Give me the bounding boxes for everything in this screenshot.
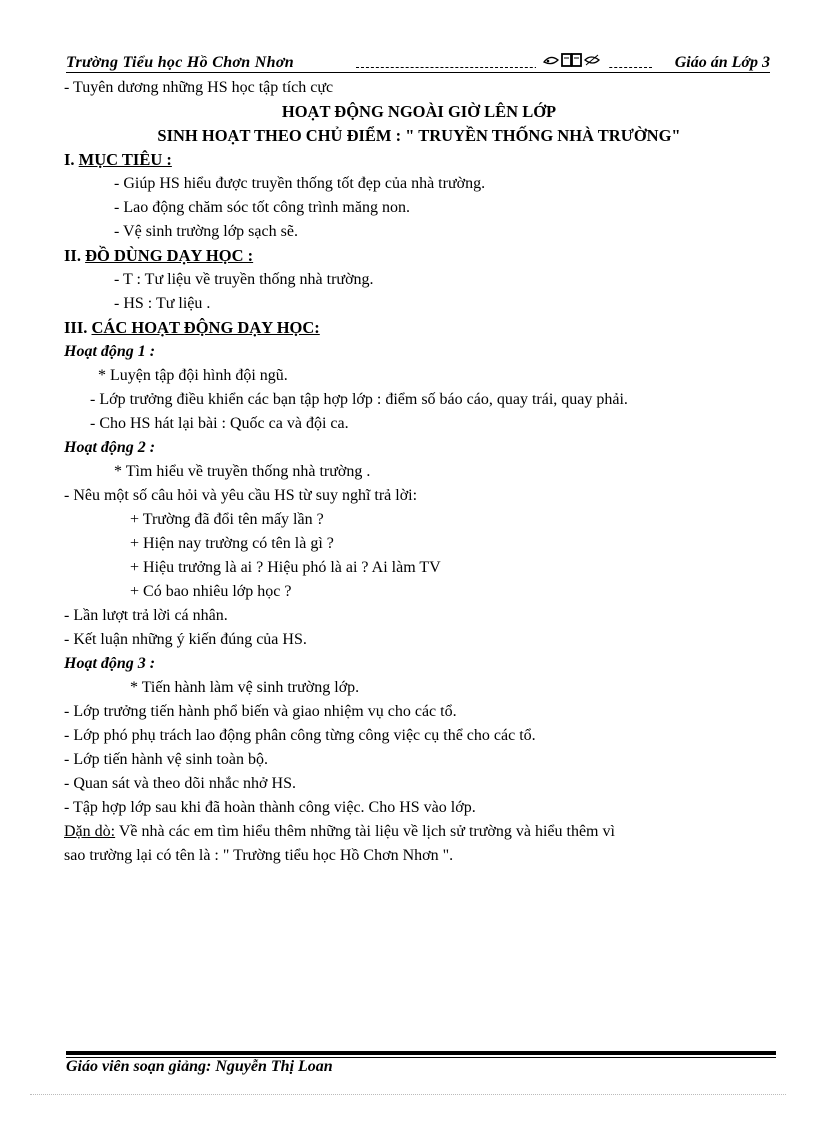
homework-note xyxy=(64,820,774,844)
document-body xyxy=(64,76,774,868)
homework-label: Dặn dò: xyxy=(64,823,116,840)
text-line: - Tuyên dương những HS học tập tích cực xyxy=(64,79,334,96)
activity-step: - Quan sát và theo dõi nhắc nhở HS. xyxy=(64,775,296,792)
activity-step: * Luyện tập đội hình đội ngũ. xyxy=(98,367,288,384)
header-underline xyxy=(66,72,770,73)
material-item: - T : Tư liệu về truyền thống nhà trường. xyxy=(114,271,374,288)
document-title: HOẠT ĐỘNG NGOÀI GIỜ LÊN LỚP xyxy=(281,102,557,121)
book-ornament-icon xyxy=(536,50,608,70)
page-edge-divider xyxy=(30,1094,786,1095)
activity-step: - Nêu một số câu hỏi và yêu cầu HS từ suy nghĩ trả lời: xyxy=(64,487,418,504)
activity-step: - Lần lượt trả lời cá nhân. xyxy=(64,607,228,624)
section-title: MỤC TIÊU : xyxy=(78,150,172,169)
section-heading-activities xyxy=(64,316,774,340)
section-title: CÁC HOẠT ĐỘNG DẠY HỌC: xyxy=(91,318,320,337)
activity-step: * Tìm hiểu về truyền thống nhà trường . xyxy=(114,463,371,480)
question-item: + Có bao nhiêu lớp học ? xyxy=(130,583,292,600)
school-name: Trường Tiểu học Hồ Chơn Nhơn xyxy=(66,54,294,71)
section-number: II. xyxy=(64,246,86,265)
teacher-name: Giáo viên soạn giảng: Nguyễn Thị Loan xyxy=(66,1058,333,1075)
section-heading-materials xyxy=(64,244,774,268)
activity-heading: Hoạt động 2 : xyxy=(64,439,156,456)
activity-heading: Hoạt động 1 : xyxy=(64,343,156,360)
question-item: + Hiện nay trường có tên là gì ? xyxy=(130,535,334,552)
homework-text: Về nhà các em tìm hiểu thêm những tài liệu về lịch sử trường và hiểu thêm vì xyxy=(115,823,615,840)
question-item: + Trường đã đổi tên mấy lần ? xyxy=(130,511,324,528)
footer-rule xyxy=(66,1051,776,1058)
activity-step: - Kết luận những ý kiến đúng của HS. xyxy=(64,631,307,648)
page-header xyxy=(66,50,770,74)
document-subtitle: SINH HOẠT THEO CHỦ ĐIỂM : " TRUYỀN THỐNG NHÀ TRƯỜNG" xyxy=(157,126,681,145)
activity-step: - Lớp tiến hành vệ sinh toàn bộ. xyxy=(64,751,268,768)
activity-step: - Cho HS hát lại bài : Quốc ca và đội ca. xyxy=(90,415,349,432)
activity-step: * Tiến hành làm vệ sinh trường lớp. xyxy=(130,679,360,696)
lesson-plan-label: Giáo án Lớp 3 xyxy=(674,54,770,71)
section-number: III. xyxy=(64,318,92,337)
activity-step: - Lớp phó phụ trách lao động phân công từng công việc cụ thể cho các tổ. xyxy=(64,727,536,744)
activity-step: - Lớp trưởng điều khiển các bạn tập hợp lớp : điểm số báo cáo, quay trái, quay phải. xyxy=(90,391,628,408)
activity-step: - Lớp trưởng tiến hành phổ biến và giao nhiệm vụ cho các tổ. xyxy=(64,703,457,720)
objective-item: - Lao động chăm sóc tốt công trình măng non. xyxy=(114,199,410,216)
activity-heading: Hoạt động 3 : xyxy=(64,655,156,672)
homework-text-continued: sao trường lại có tên là : " Trường tiểu học Hồ Chơn Nhơn ". xyxy=(64,847,454,864)
section-number: I. xyxy=(64,150,79,169)
objective-item: - Giúp HS hiểu được truyền thống tốt đẹp của nhà trường. xyxy=(114,175,486,192)
question-item: + Hiệu trưởng là ai ? Hiệu phó là ai ? Ai làm TV xyxy=(130,559,441,576)
objective-item: - Vệ sinh trường lớp sạch sẽ. xyxy=(114,223,298,240)
activity-step: - Tập hợp lớp sau khi đã hoàn thành công việc. Cho HS vào lớp. xyxy=(64,799,476,816)
section-heading-objectives xyxy=(64,148,774,172)
section-title: ĐỒ DÙNG DẠY HỌC : xyxy=(85,246,254,265)
material-item: - HS : Tư liệu . xyxy=(114,295,211,312)
